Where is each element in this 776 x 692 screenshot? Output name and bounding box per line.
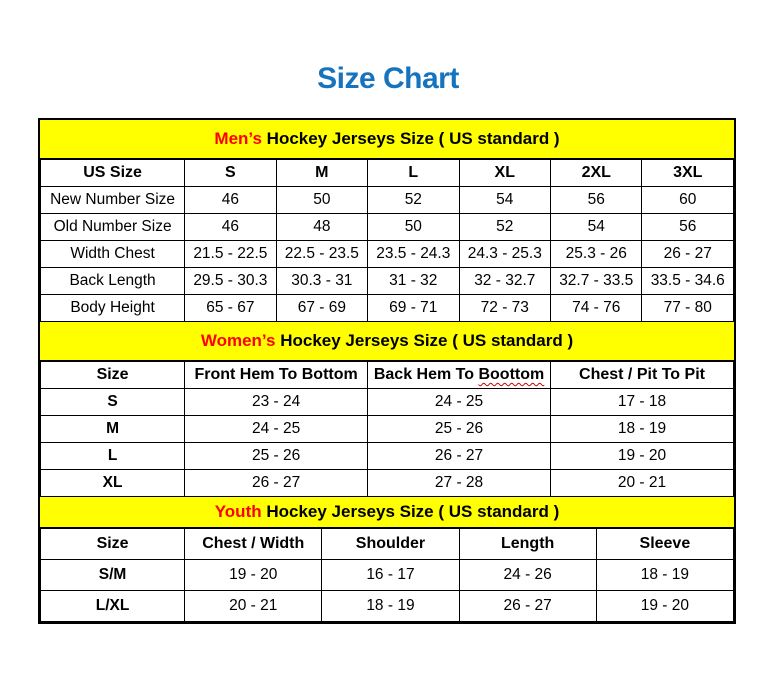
mens-column-header: 3XL — [642, 160, 734, 187]
table-cell: 30.3 - 31 — [276, 268, 367, 295]
table-cell: 20 - 21 — [551, 470, 734, 497]
row-label: Body Height — [41, 295, 185, 322]
table-cell: 26 - 27 — [459, 591, 596, 622]
table-row — [41, 214, 734, 241]
table-cell: 54 — [459, 187, 550, 214]
table-cell: 26 - 27 — [185, 470, 368, 497]
womens-column-header-row — [41, 362, 734, 389]
table-cell: 19 - 20 — [596, 591, 733, 622]
mens-column-header: S — [185, 160, 276, 187]
mens-column-header: US Size — [41, 160, 185, 187]
mens-size-table — [40, 160, 734, 322]
youth-column-header: Size — [41, 529, 185, 560]
table-cell: 69 - 71 — [368, 295, 459, 322]
table-row — [41, 560, 734, 591]
row-label: L — [41, 443, 185, 470]
table-cell: 23.5 - 24.3 — [368, 241, 459, 268]
youth-size-table — [40, 529, 734, 622]
table-cell: 52 — [368, 187, 459, 214]
table-cell: 26 - 27 — [368, 443, 551, 470]
table-row — [41, 591, 734, 622]
table-cell: 32 - 32.7 — [459, 268, 550, 295]
mens-column-header-row — [41, 160, 734, 187]
table-cell: 67 - 69 — [276, 295, 367, 322]
mens-column-header: L — [368, 160, 459, 187]
row-label: New Number Size — [41, 187, 185, 214]
table-cell: 24 - 25 — [185, 416, 368, 443]
womens-section-header — [40, 322, 734, 362]
table-cell: 72 - 73 — [459, 295, 550, 322]
youth-section-header — [40, 497, 734, 529]
table-cell: 16 - 17 — [322, 560, 459, 591]
table-cell: 54 — [551, 214, 642, 241]
table-cell: 65 - 67 — [185, 295, 276, 322]
row-label: S — [41, 389, 185, 416]
row-label: Old Number Size — [41, 214, 185, 241]
mens-column-header: M — [276, 160, 367, 187]
table-cell: 46 — [185, 214, 276, 241]
back-hem-label-prefix: Back Hem To — [373, 366, 479, 383]
table-cell: 60 — [642, 187, 734, 214]
table-cell: 21.5 - 22.5 — [185, 241, 276, 268]
youth-column-header: Chest / Width — [185, 529, 322, 560]
table-row — [41, 470, 734, 497]
table-cell: 18 - 19 — [596, 560, 733, 591]
table-cell: 24 - 26 — [459, 560, 596, 591]
size-chart-container — [38, 118, 736, 624]
youth-column-header: Sleeve — [596, 529, 733, 560]
youth-column-header: Shoulder — [322, 529, 459, 560]
row-label: M — [41, 416, 185, 443]
mens-section-header — [40, 120, 734, 160]
table-cell: 25 - 26 — [368, 416, 551, 443]
table-cell: 23 - 24 — [185, 389, 368, 416]
table-cell: 29.5 - 30.3 — [185, 268, 276, 295]
womens-section-title: Hockey Jerseys Size ( US standard ) — [275, 331, 574, 350]
table-cell: 52 — [459, 214, 550, 241]
youth-column-header-row — [41, 529, 734, 560]
table-cell: 56 — [551, 187, 642, 214]
table-row — [41, 416, 734, 443]
womens-size-table — [40, 362, 734, 497]
table-cell: 24.3 - 25.3 — [459, 241, 550, 268]
row-label: XL — [41, 470, 185, 497]
womens-column-header: Front Hem To Bottom — [185, 362, 368, 389]
table-cell: 56 — [642, 214, 734, 241]
table-row — [41, 443, 734, 470]
table-cell: 48 — [276, 214, 367, 241]
table-cell: 18 - 19 — [322, 591, 459, 622]
mens-section-title: Hockey Jerseys Size ( US standard ) — [261, 129, 560, 148]
page-title: Size Chart — [317, 62, 459, 95]
misspelled-word-squiggle: Boottom — [478, 366, 545, 383]
mens-section-accent: Men’s — [214, 129, 262, 148]
table-row — [41, 241, 734, 268]
table-cell: 24 - 25 — [368, 389, 551, 416]
table-cell: 50 — [368, 214, 459, 241]
womens-column-header: Chest / Pit To Pit — [551, 362, 734, 389]
mens-column-header: 2XL — [551, 160, 642, 187]
table-cell: 50 — [276, 187, 367, 214]
table-row — [41, 295, 734, 322]
table-cell: 22.5 - 23.5 — [276, 241, 367, 268]
mens-column-header: XL — [459, 160, 550, 187]
youth-column-header: Length — [459, 529, 596, 560]
row-label: L/XL — [41, 591, 185, 622]
table-cell: 18 - 19 — [551, 416, 734, 443]
youth-section-accent: Youth — [214, 502, 262, 521]
womens-column-header-back-hem — [368, 362, 551, 389]
womens-column-header: Size — [41, 362, 185, 389]
table-cell: 19 - 20 — [185, 560, 322, 591]
table-cell: 20 - 21 — [185, 591, 322, 622]
table-cell: 25 - 26 — [185, 443, 368, 470]
table-cell: 25.3 - 26 — [551, 241, 642, 268]
table-cell: 17 - 18 — [551, 389, 734, 416]
row-label: Back Length — [41, 268, 185, 295]
womens-section-accent: Women’s — [200, 331, 276, 350]
table-cell: 19 - 20 — [551, 443, 734, 470]
table-cell: 74 - 76 — [551, 295, 642, 322]
row-label: Width Chest — [41, 241, 185, 268]
table-row — [41, 268, 734, 295]
youth-section-title: Hockey Jerseys Size ( US standard ) — [261, 502, 560, 521]
table-row — [41, 187, 734, 214]
table-cell: 32.7 - 33.5 — [551, 268, 642, 295]
table-row — [41, 389, 734, 416]
table-cell: 77 - 80 — [642, 295, 734, 322]
table-cell: 27 - 28 — [368, 470, 551, 497]
table-cell: 26 - 27 — [642, 241, 734, 268]
table-cell: 31 - 32 — [368, 268, 459, 295]
table-cell: 46 — [185, 187, 276, 214]
table-cell: 33.5 - 34.6 — [642, 268, 734, 295]
row-label: S/M — [41, 560, 185, 591]
